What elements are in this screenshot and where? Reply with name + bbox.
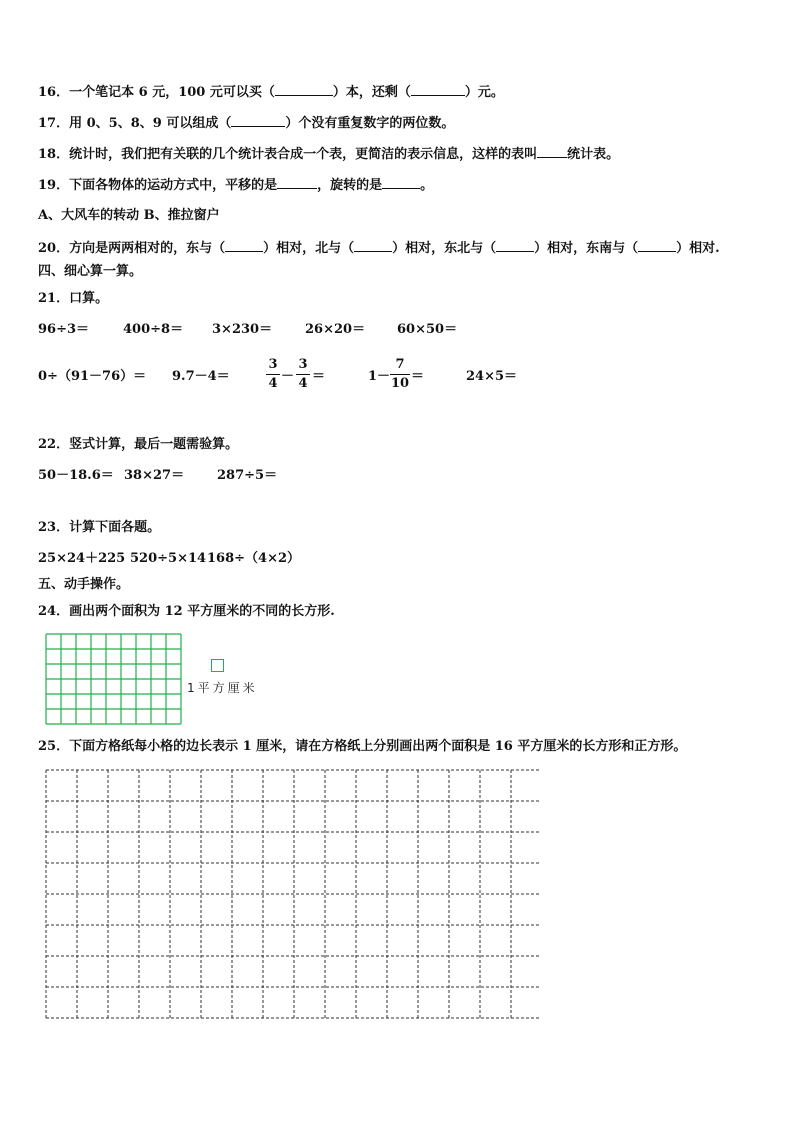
minus-sign: － — [281, 369, 295, 384]
question-20 — [38, 239, 720, 258]
q20-text-5: ）相对. — [676, 241, 720, 256]
q23-item-2: 520÷5×14 — [130, 551, 207, 566]
question-18 — [38, 145, 619, 164]
frac-numerator: 3 — [298, 357, 308, 372]
q21-item-2: 400÷8＝ — [123, 322, 184, 337]
q20-text-2: ）相对，北与（ — [263, 241, 355, 256]
q20-text-4: ）相对，东南与（ — [534, 241, 639, 256]
q24-title: 24．画出两个面积为 12 平方厘米的不同的长方形. — [38, 604, 335, 619]
q23-item-3: 168÷（4×2） — [207, 551, 301, 566]
q17-text-post: ）个没有重复数字的两位数。 — [285, 116, 455, 131]
fraction-7-10 — [390, 357, 410, 392]
q16-blank-2[interactable] — [411, 83, 465, 96]
q21-item-3: 3×230＝ — [212, 322, 273, 337]
q19-blank-1[interactable] — [277, 176, 317, 189]
unit-square-label: 1平方厘米 — [187, 681, 258, 695]
q19-text-mid: ，旋转的是 — [317, 178, 383, 193]
q20-text-3: ）相对，东北与（ — [392, 241, 497, 256]
q20-blank-2[interactable] — [354, 239, 392, 252]
q19-text-pre: 19．下面各物体的运动方式中，平移的是 — [38, 178, 278, 193]
q22-item-3: 287÷5＝ — [217, 468, 278, 483]
q22-item-2: 38×27＝ — [124, 468, 185, 483]
q16-text-pre: 16．一个笔记本 6 元，100 元可以买（ — [38, 85, 275, 100]
equals-sign: ＝ — [312, 369, 326, 384]
frac-denominator: 4 — [298, 376, 308, 391]
q19-text-post: 。 — [420, 178, 434, 193]
frac-bar — [390, 374, 410, 375]
q20-blank-4[interactable] — [638, 239, 676, 252]
q16-text-mid: ）本，还剩（ — [332, 85, 411, 100]
green-square-grid[interactable] — [45, 633, 182, 725]
q16-text-post: ）元。 — [464, 85, 504, 100]
q21-item-9-prefix: 1－ — [368, 369, 391, 384]
q25-title: 25．下面方格纸每小格的边长表示 1 厘米，请在方格纸上分别画出两个面积是 16 平方厘米的长方形和正方形。 — [38, 739, 687, 754]
q21-item-7: 9.7－4＝ — [172, 369, 230, 384]
q21-item-4: 26×20＝ — [305, 322, 366, 337]
q21-item-5: 60×50＝ — [397, 322, 458, 337]
q18-text-post: 统计表。 — [567, 147, 620, 162]
question-19 — [38, 176, 433, 195]
q20-blank-3[interactable] — [496, 239, 534, 252]
q18-blank[interactable] — [537, 145, 567, 158]
frac-denominator: 10 — [390, 376, 410, 391]
q20-blank-1[interactable] — [225, 239, 263, 252]
q21-title: 21．口算。 — [38, 291, 109, 306]
q21-item-10: 24×5＝ — [466, 369, 518, 384]
frac-denominator: 4 — [268, 376, 278, 391]
q16-blank-1[interactable] — [275, 83, 333, 96]
section-5-heading: 五、动手操作。 — [38, 577, 130, 592]
q23-item-1: 25×24＋225 — [38, 551, 126, 566]
unit-square-icon — [211, 659, 224, 672]
frac-bar — [266, 374, 280, 375]
q17-blank[interactable] — [231, 114, 285, 127]
question-16 — [38, 83, 504, 102]
q21-item-6: 0÷（91－76）＝ — [38, 369, 147, 384]
q20-text-1: 20．方向是两两相对的，东与（ — [38, 241, 226, 256]
fraction-3-4-b — [296, 357, 310, 392]
q23-title: 23．计算下面各题。 — [38, 520, 161, 535]
frac-numerator: 7 — [395, 357, 405, 372]
q17-text-pre: 17．用 0、5、8、9 可以组成（ — [38, 116, 232, 131]
section-4-heading: 四、细心算一算。 — [38, 264, 143, 279]
q19-blank-2[interactable] — [382, 176, 420, 189]
q21-item-1: 96÷3＝ — [38, 322, 90, 337]
question-17 — [38, 114, 454, 133]
equals-sign: ＝ — [411, 369, 425, 384]
frac-numerator: 3 — [268, 357, 278, 372]
q22-title: 22．竖式计算，最后一题需验算。 — [38, 437, 239, 452]
frac-bar — [296, 374, 310, 375]
q22-item-1: 50－18.6＝ — [38, 468, 114, 483]
fraction-3-4-a — [266, 357, 280, 392]
q19-options: A、大风车的转动 B、推拉窗户 — [38, 208, 220, 223]
q18-text-pre: 18．统计时，我们把有关联的几个统计表合成一个表，更简洁的表示信息，这样的表叫 — [38, 147, 538, 162]
dashed-square-grid[interactable] — [45, 769, 541, 1027]
